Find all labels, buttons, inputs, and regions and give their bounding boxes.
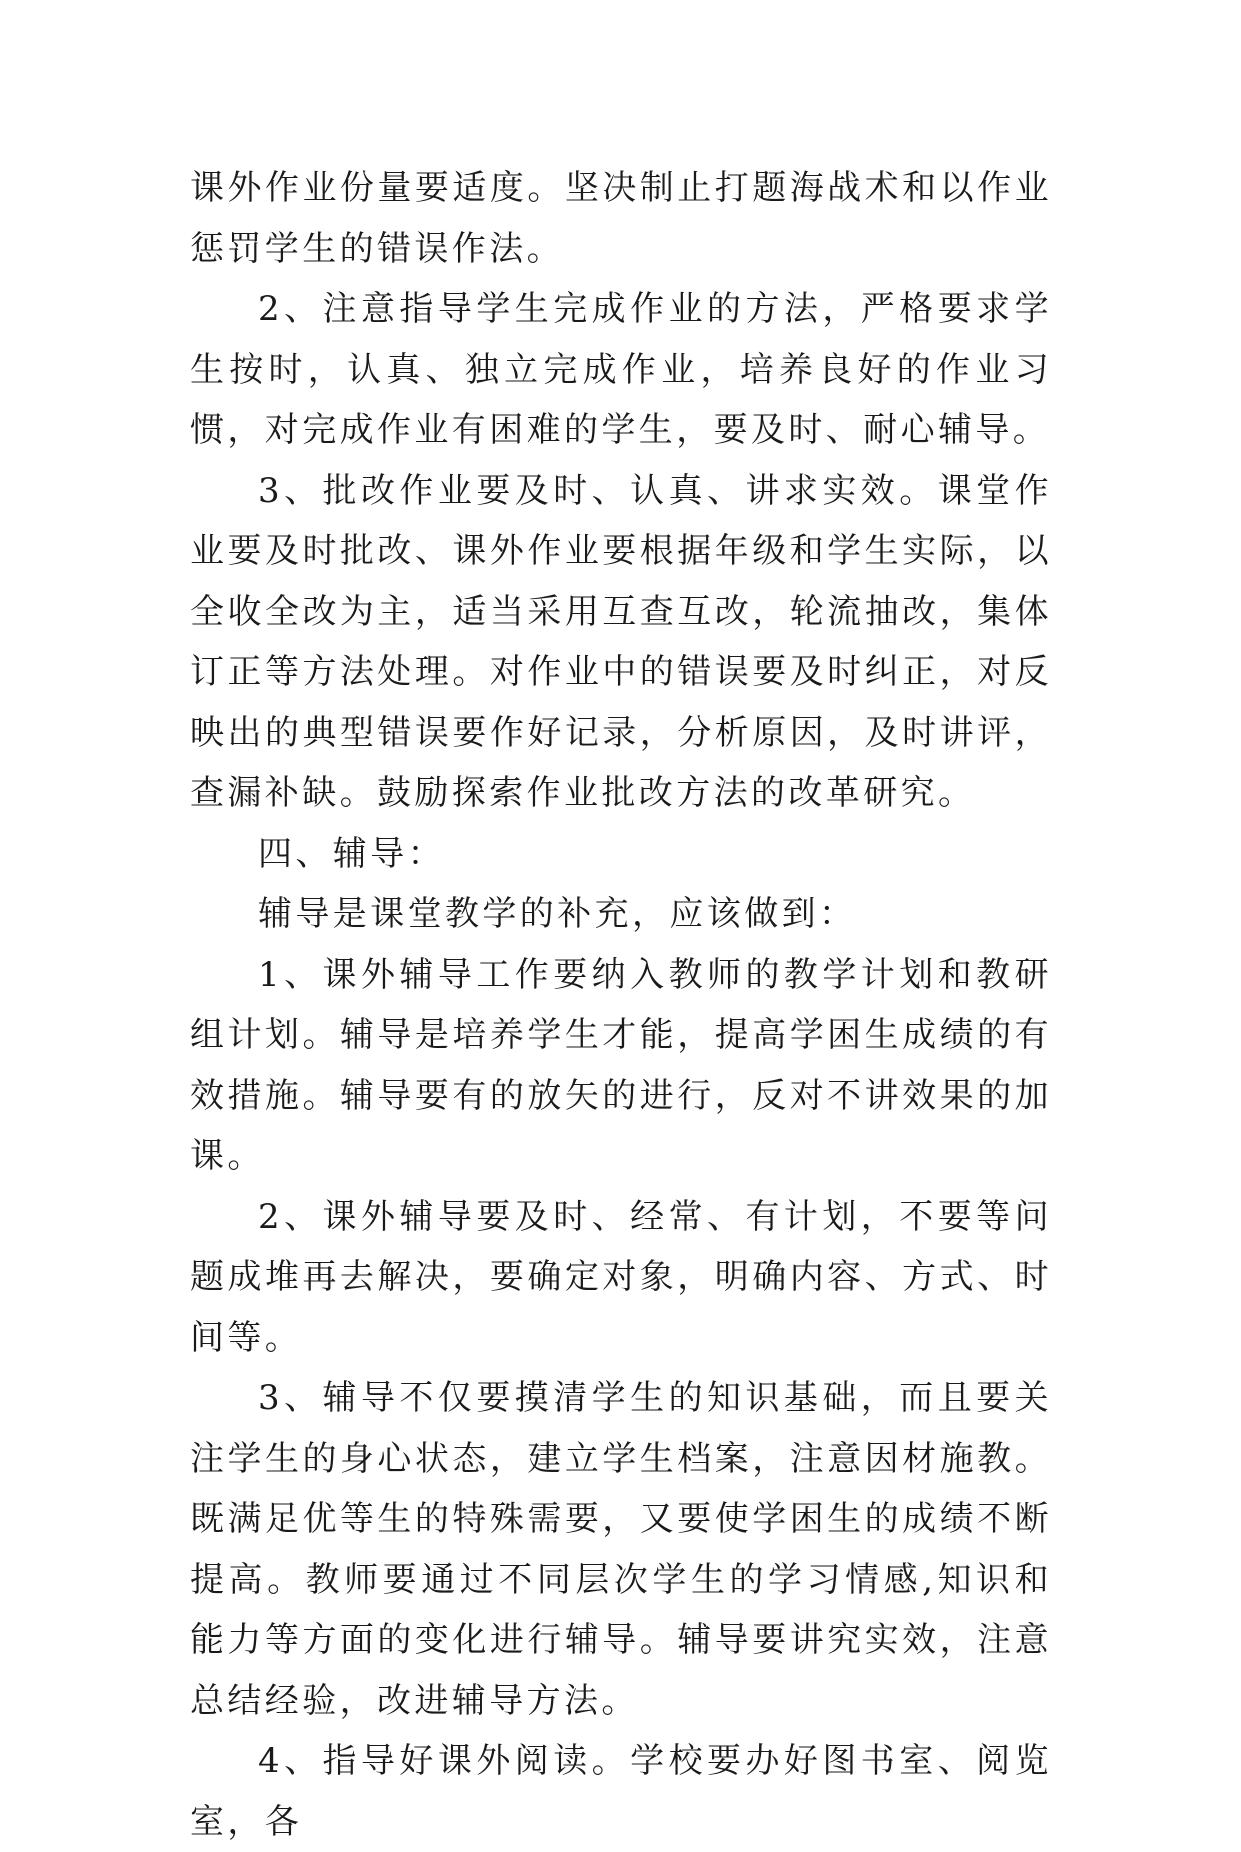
paragraph-homework-amount: 课外作业份量要适度。坚决制止打题海战术和以作业惩罚学生的错误作法。 [190,168,1052,269]
document-body [190,158,1052,1852]
paragraph-tutoring-intro: 辅导是课堂教学的补充，应该做到： [258,894,857,934]
paragraph-reading-guidance: 4、指导好课外阅读。学校要办好图书室、阅览室，各 [190,1741,1052,1842]
paragraph-tutoring-individual: 3、辅导不仅要摸清学生的知识基础，而且要关注学生的身心状态，建立学生档案，注意因材施教。既满足优等生的特殊需要，又要使学困生的成绩不断提高。教师要通过不同层次学生的学习情感,知识和能力等方面的变化进行辅导。辅导要讲究实效，注意总结经验，改进辅导方法。 [190,1378,1052,1721]
section-heading-tutoring: 四、辅导： [258,833,445,874]
paragraph-tutoring-plan: 1、课外辅导工作要纳入教师的教学计划和教研组计划。辅导是培养学生才能，提高学困生成绩的有效措施。辅导要有的放矢的进行，反对不讲效果的加课。 [190,954,1052,1176]
paragraph-homework-guidance: 2、注意指导学生完成作业的方法，严格要求学生按时，认真、独立完成作业，培养良好的作业习惯，对完成作业有困难的学生，要及时、耐心辅导。 [190,289,1052,450]
paragraph-homework-grading: 3、批改作业要及时、认真、讲求实效。课堂作业要及时批改、课外作业要根据年级和学生实际，以全收全改为主，适当采用互查互改，轮流抽改，集体订正等方法处理。对作业中的错误要及时纠正，对反映出的典型错误要作好记录，分析原因，及时讲评，查漏补缺。鼓励探索作业批改方法的改革研究。 [190,470,1052,813]
paragraph-tutoring-timely: 2、课外辅导要及时、经常、有计划，不要等问题成堆再去解决，要确定对象，明确内容、方式、时间等。 [190,1196,1052,1358]
